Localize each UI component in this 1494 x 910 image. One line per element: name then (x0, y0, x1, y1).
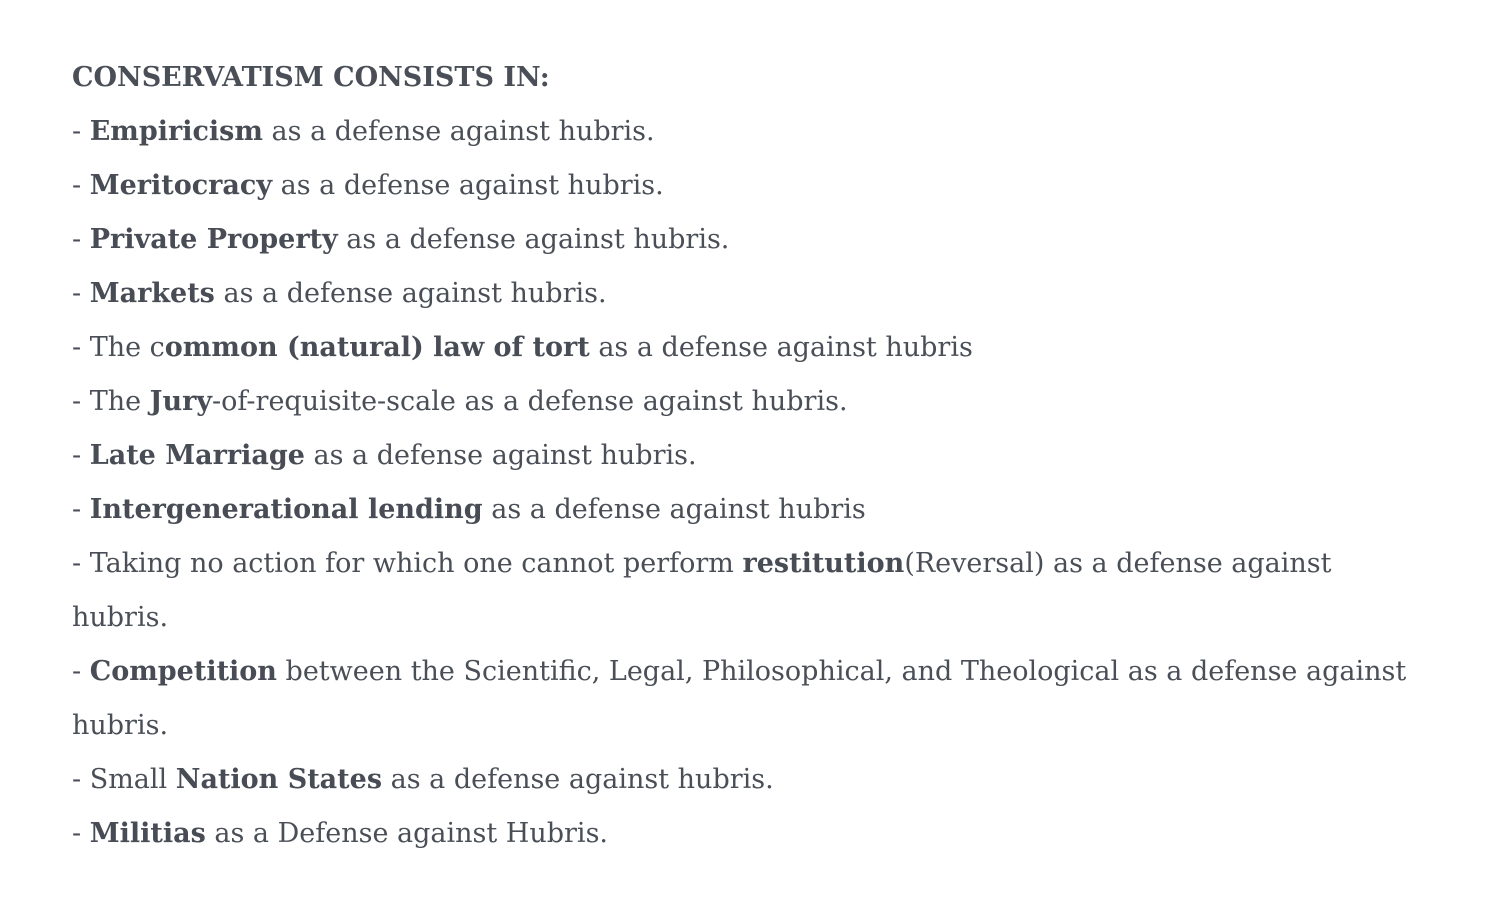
item-bold-term: Intergenerational lending (89, 494, 483, 525)
item-bold-term: ommon (natural) law of tort (164, 332, 590, 363)
item-bold-term: Empiricism (89, 116, 263, 147)
item-text: as a defense against hubris. (337, 224, 730, 255)
document-heading: CONSERVATISM CONSISTS IN: (72, 62, 550, 93)
item-prefix: - (72, 494, 90, 525)
item-prefix: - The c (72, 332, 165, 363)
item-bold-term: Competition (89, 656, 277, 687)
item-prefix: - (72, 116, 90, 147)
item-bold-term: Meritocracy (89, 170, 273, 201)
list-item (72, 267, 1432, 321)
item-bold-term: Nation States (175, 764, 383, 795)
item-bold-term: Private Property (89, 224, 338, 255)
item-prefix: - Small (72, 764, 176, 795)
list-item (72, 483, 1432, 537)
list-item (72, 213, 1432, 267)
item-bold-term: Late Marriage (89, 440, 305, 471)
item-text: as a Defense against Hubris. (205, 818, 609, 849)
item-text: as a defense against hubris. (304, 440, 697, 471)
item-bold-term: Markets (89, 278, 215, 309)
item-prefix: - (72, 818, 90, 849)
item-text: between the Scientific, Legal, Philosophical, and Theological as a defense against hubris. (72, 656, 1407, 741)
list-item (72, 375, 1432, 429)
list-item (72, 105, 1432, 159)
list-item (72, 537, 1432, 645)
list-item (72, 807, 1432, 861)
item-prefix: - (72, 278, 90, 309)
item-bold-term: Jury (149, 386, 212, 417)
item-text: as a defense against hubris. (382, 764, 774, 795)
item-text: (Reversal) as a defense against hubris. (72, 548, 1332, 633)
item-prefix: - The (72, 386, 150, 417)
item-text: as a defense against hubris (482, 494, 866, 525)
item-prefix: - Taking no action for which one cannot perform (72, 548, 743, 579)
item-text: as a defense against hubris (589, 332, 973, 363)
document-body (72, 51, 1432, 861)
item-text: as a defense against hubris. (262, 116, 655, 147)
list-item (72, 159, 1432, 213)
list-item (72, 429, 1432, 483)
item-text: as a defense against hubris. (272, 170, 664, 201)
item-text: as a defense against hubris. (214, 278, 607, 309)
item-prefix: - (72, 440, 90, 471)
item-prefix: - (72, 224, 90, 255)
item-bold-term: restitution (742, 548, 905, 579)
item-prefix: - (72, 656, 90, 687)
list-item (72, 753, 1432, 807)
list-item (72, 321, 1432, 375)
item-bold-term: Militias (89, 818, 206, 849)
list-item (72, 645, 1432, 753)
item-text: -of-requisite-scale as a defense against hubris. (212, 386, 848, 417)
item-prefix: - (72, 170, 90, 201)
